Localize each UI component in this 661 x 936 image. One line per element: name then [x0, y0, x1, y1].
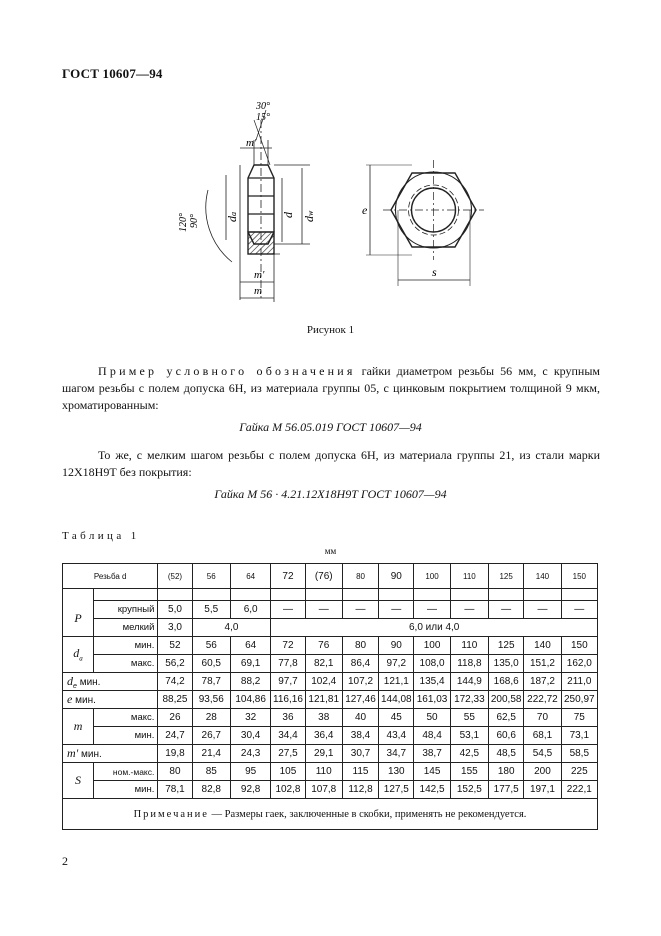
paragraph-text: гайки диаметром резьбы 56 мм, с крупным шагом резьбы с полем допуска 6Н, из материала группы 05, с цинковым покрытием толщиной 9 мкм, хроматированным:	[62, 364, 600, 412]
cell: 29,1	[305, 745, 342, 763]
row-label: ном.-макс.	[94, 763, 158, 781]
cell: 48,5	[489, 745, 524, 763]
cell: 168,6	[489, 673, 524, 691]
cell: 155	[450, 763, 488, 781]
front-view	[366, 160, 484, 286]
cell: 197,1	[524, 781, 561, 799]
cell: 108,0	[414, 655, 450, 673]
cell: 74,2	[158, 673, 192, 691]
table-note: Примечание — Размеры гаек, заключенные в скобки, применять не рекомендуется.	[63, 799, 598, 830]
cell: 88,2	[230, 673, 270, 691]
table-title: Таблица 1	[62, 530, 140, 542]
note-row	[63, 799, 598, 830]
cell: 225	[561, 763, 597, 781]
cell: 27,5	[271, 745, 305, 763]
cell: 38,7	[414, 745, 450, 763]
cell: —	[305, 601, 342, 619]
cell: 38,4	[342, 727, 378, 745]
cell: 97,7	[271, 673, 305, 691]
cell: —	[414, 601, 450, 619]
cell: 107,2	[342, 673, 378, 691]
cell: 102,8	[271, 781, 305, 799]
cell: 70	[524, 709, 561, 727]
designation-example-1: Гайка М 56.05.019 ГОСТ 10607—94	[239, 420, 422, 434]
symbol-e: e мин.	[63, 691, 158, 709]
thread-col: 64	[230, 564, 270, 589]
cell: 34,7	[379, 745, 414, 763]
cell: 77,8	[271, 655, 305, 673]
cell: 200,58	[489, 691, 524, 709]
cell: 150	[561, 637, 597, 655]
cell: 56,2	[158, 655, 192, 673]
cell: 50	[414, 709, 450, 727]
cell: 76	[305, 637, 342, 655]
page-number: 2	[62, 854, 68, 868]
cell: 88,25	[158, 691, 192, 709]
s-label: s	[432, 265, 437, 279]
cell: 75	[561, 709, 597, 727]
cell: 60,5	[192, 655, 230, 673]
cell: 222,1	[561, 781, 597, 799]
cell: 48,4	[414, 727, 450, 745]
symbol-m-prime: m' мин.	[63, 745, 158, 763]
thread-col: 140	[524, 564, 561, 589]
cell: 127,5	[379, 781, 414, 799]
cell: 110	[450, 637, 488, 655]
angle-15-label: 15°	[256, 112, 270, 123]
cell: 82,1	[305, 655, 342, 673]
cell: 161,03	[414, 691, 450, 709]
cell: —	[524, 601, 561, 619]
cell: 58,5	[561, 745, 597, 763]
thread-col: 125	[489, 564, 524, 589]
row-label: мин.	[94, 727, 158, 745]
cell: —	[489, 601, 524, 619]
cell: 151,2	[524, 655, 561, 673]
cell: 145	[414, 763, 450, 781]
cell: 180	[489, 763, 524, 781]
designation-example-2: Гайка М 56 · 4.21.12Х18Н9Т ГОСТ 10607—94	[214, 487, 447, 501]
row-s-min	[63, 781, 598, 799]
row-m-min	[63, 727, 598, 745]
row-label: мин.	[94, 637, 158, 655]
cell: 64	[230, 637, 270, 655]
row-label: мелкий	[94, 619, 158, 637]
cell: 19,8	[158, 745, 192, 763]
cell: 222,72	[524, 691, 561, 709]
symbol-s: S	[63, 763, 94, 799]
cell: 24,3	[230, 745, 270, 763]
symbol-dw: $d_e$ мин.	[63, 673, 158, 691]
cell: —	[342, 601, 378, 619]
angle-90-label: 90°	[189, 214, 200, 228]
cell: —	[561, 601, 597, 619]
cell: 69,1	[230, 655, 270, 673]
thread-header: Резьба d	[63, 564, 158, 589]
cell: 82,8	[192, 781, 230, 799]
cell: 72	[271, 637, 305, 655]
cell: 92,8	[230, 781, 270, 799]
cell: 127,46	[342, 691, 378, 709]
thread-col: (52)	[158, 564, 192, 589]
cell: 172,33	[450, 691, 488, 709]
cell: 187,2	[524, 673, 561, 691]
cell: 97,2	[379, 655, 414, 673]
cell: 36	[271, 709, 305, 727]
cell: 142,5	[414, 781, 450, 799]
thread-col: 90	[379, 564, 414, 589]
row-label: мин.	[94, 781, 158, 799]
cell: 5,5	[192, 601, 230, 619]
cell: 3,0	[158, 619, 192, 637]
d-label: d	[281, 212, 295, 218]
row-m-prime-min	[63, 745, 598, 763]
designation-paragraph	[62, 363, 600, 414]
cell: 135,0	[489, 655, 524, 673]
cell: 140	[524, 637, 561, 655]
cell: 85	[192, 763, 230, 781]
m-prime-bottom-label: m'	[254, 269, 265, 281]
cell: 90	[379, 637, 414, 655]
thread-col: 56	[192, 564, 230, 589]
cell: 30,7	[342, 745, 378, 763]
row-m-max	[63, 709, 598, 727]
designation-paragraph-2: То же, с мелким шагом резьбы с полем допуска 6Н, из материала группы 21, из стали марки 12Х18Н9Т без покрытия:	[62, 448, 600, 479]
row-p-fine	[63, 619, 598, 637]
symbol-m: m	[63, 709, 94, 745]
cell: 80	[342, 637, 378, 655]
cell: 116,16	[271, 691, 305, 709]
cell: 250,97	[561, 691, 597, 709]
cell: 26	[158, 709, 192, 727]
cell: 73,1	[561, 727, 597, 745]
cell: 30,4	[230, 727, 270, 745]
cell: 80	[158, 763, 192, 781]
cell: 45	[379, 709, 414, 727]
cell: 100	[414, 637, 450, 655]
cell: 36,4	[305, 727, 342, 745]
cell: 5,0	[158, 601, 192, 619]
cell: 62,5	[489, 709, 524, 727]
cell: 110	[305, 763, 342, 781]
cell: 118,8	[450, 655, 488, 673]
cell: 28	[192, 709, 230, 727]
cell: —	[379, 601, 414, 619]
cell: 162,0	[561, 655, 597, 673]
thread-col: 110	[450, 564, 488, 589]
cell: 125	[489, 637, 524, 655]
cell: 42,5	[450, 745, 488, 763]
cell: 102,4	[305, 673, 342, 691]
cell: 6,0	[230, 601, 270, 619]
cell: 112,8	[342, 781, 378, 799]
e-label: e	[362, 203, 368, 217]
cell: 78,1	[158, 781, 192, 799]
cell: 211,0	[561, 673, 597, 691]
cell: 43,4	[379, 727, 414, 745]
cell: 86,4	[342, 655, 378, 673]
cell: 26,7	[192, 727, 230, 745]
thread-col: 80	[342, 564, 378, 589]
cell: 78,7	[192, 673, 230, 691]
row-p-coarse	[63, 601, 598, 619]
cell: 54,5	[524, 745, 561, 763]
cell: 115	[342, 763, 378, 781]
m-label: m	[254, 285, 262, 297]
thread-col: 150	[561, 564, 597, 589]
cell: 32	[230, 709, 270, 727]
cell: 55	[450, 709, 488, 727]
cell: 53,1	[450, 727, 488, 745]
row-da-max	[63, 655, 598, 673]
da-label: da	[225, 212, 239, 222]
dimensions-table	[62, 563, 598, 830]
cell: 24,7	[158, 727, 192, 745]
cell: 107,8	[305, 781, 342, 799]
angle-120-label: 120°	[178, 213, 189, 232]
cell: 40	[342, 709, 378, 727]
row-e-min	[63, 691, 598, 709]
thread-col: 72	[271, 564, 305, 589]
cell: 4,0	[192, 619, 271, 637]
cell: 130	[379, 763, 414, 781]
row-da-min	[63, 637, 598, 655]
row-s-nom	[63, 763, 598, 781]
cell: 177,5	[489, 781, 524, 799]
symbol-da: $d_a$	[63, 637, 94, 673]
cell: 6,0 или 4,0	[271, 619, 598, 637]
row-label: крупный	[94, 601, 158, 619]
thread-col: 100	[414, 564, 450, 589]
cell: 144,9	[450, 673, 488, 691]
nut-drawing	[0, 0, 661, 330]
cell: 121,1	[379, 673, 414, 691]
cell: 95	[230, 763, 270, 781]
cell: 68,1	[524, 727, 561, 745]
cell: 93,56	[192, 691, 230, 709]
row-dw-min	[63, 673, 598, 691]
standard-header: ГОСТ 10607—94	[62, 66, 163, 81]
row-label: макс.	[94, 655, 158, 673]
dw-label: dw	[302, 210, 316, 222]
cell: 52	[158, 637, 192, 655]
m-prime-top-label: m'	[246, 137, 257, 149]
spaced-heading: Пример условного обозначения	[98, 364, 356, 378]
cell: 38	[305, 709, 342, 727]
cell: 135,4	[414, 673, 450, 691]
row-label: макс.	[94, 709, 158, 727]
cell: 104,86	[230, 691, 270, 709]
cell: 152,5	[450, 781, 488, 799]
cell: —	[450, 601, 488, 619]
cell: —	[271, 601, 305, 619]
cell: 56	[192, 637, 230, 655]
cell: 34,4	[271, 727, 305, 745]
cell: 200	[524, 763, 561, 781]
angle-30-label: 30°	[256, 101, 270, 112]
cell: 121,81	[305, 691, 342, 709]
figure-caption: Рисунок 1	[306, 324, 355, 336]
table-header-row	[63, 564, 598, 589]
thread-col: (76)	[305, 564, 342, 589]
cell: 21,4	[192, 745, 230, 763]
symbol-p: P	[63, 601, 94, 637]
cell: 144,08	[379, 691, 414, 709]
cell: 105	[271, 763, 305, 781]
table-units: мм	[324, 546, 337, 556]
cell: 60,6	[489, 727, 524, 745]
